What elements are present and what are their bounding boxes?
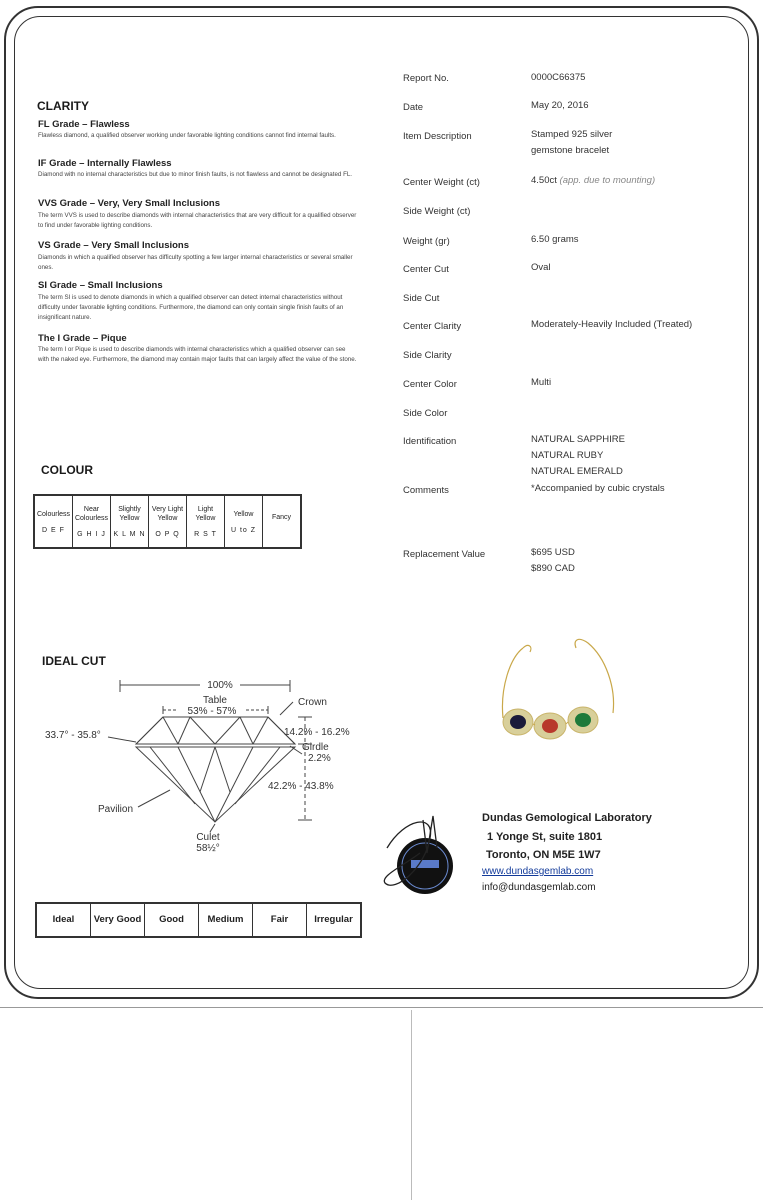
center-weight-value: 4.50ct bbox=[531, 175, 557, 186]
detail-label: Report No. bbox=[403, 73, 449, 84]
clarity-grade-text: The term SI is used to denote diamonds in which a qualified observer can detect internal characteristics without difficulty under favorable lighting conditions. Furthermore, the diamond can only contain single finish faults of an insignificant nature. bbox=[38, 294, 344, 321]
clarity-title: CLARITY bbox=[37, 99, 89, 113]
colour-label: Near Colourless bbox=[74, 506, 109, 522]
clarity-grade-heading: FL Grade – Flawless bbox=[38, 119, 130, 130]
colour-label: Fancy bbox=[271, 514, 292, 521]
colour-title: COLOUR bbox=[41, 463, 93, 477]
lab-email: info@dundasgemlab.com bbox=[482, 882, 596, 893]
detail-label: Center Cut bbox=[403, 264, 449, 275]
detail-label: Center Color bbox=[403, 379, 457, 390]
detail-value-line2: NATURAL RUBY bbox=[531, 450, 604, 461]
colour-grades: G H I J bbox=[77, 531, 106, 538]
detail-label: Center Clarity bbox=[403, 321, 462, 332]
detail-value: Moderately-Heavily Included (Treated) bbox=[531, 319, 693, 330]
clarity-grade-heading: VVS Grade – Very, Very Small Inclusions bbox=[38, 198, 220, 209]
colour-label: Colourless bbox=[36, 510, 71, 518]
colour-cell bbox=[34, 495, 73, 548]
cut-grade-cell: Fair bbox=[253, 903, 307, 937]
culet-label: Culet bbox=[196, 832, 220, 843]
colour-cell bbox=[263, 495, 302, 548]
pavilion-label: Pavilion bbox=[98, 804, 134, 815]
cut-grade-cell: Very Good bbox=[91, 903, 145, 937]
clarity-grade-text: Diamond with no internal characteristics but due to minor finish faults, is not flawless and cannot be designated FL. bbox=[38, 171, 353, 178]
table-percent: 53% - 57% bbox=[187, 706, 237, 717]
detail-label: Side Cut bbox=[403, 293, 440, 304]
detail-value-line2: gemstone bracelet bbox=[531, 145, 610, 156]
clarity-grade-heading: SI Grade – Small Inclusions bbox=[38, 280, 163, 291]
detail-label: Item Description bbox=[403, 131, 472, 142]
detail-value: $695 USD bbox=[531, 547, 575, 558]
crown-angle: 33.7° - 35.8° bbox=[45, 730, 101, 741]
colour-label: Light Yellow bbox=[195, 506, 216, 522]
cut-grade-cell: Good bbox=[145, 903, 199, 937]
colour-scale-table bbox=[33, 494, 302, 549]
detail-label: Side Color bbox=[403, 408, 448, 419]
ideal-cut-title: IDEAL CUT bbox=[42, 654, 106, 668]
diamond-cut-diagram bbox=[40, 672, 370, 862]
detail-label: Identification bbox=[403, 436, 457, 447]
detail-label: Side Clarity bbox=[403, 350, 452, 361]
pavilion-depth: 42.2% - 43.8% bbox=[268, 781, 334, 792]
lab-website-link[interactable]: www.dundasgemlab.com bbox=[482, 866, 594, 877]
lab-seal bbox=[375, 808, 485, 908]
cut-grade-cell: Medium bbox=[199, 903, 253, 937]
colour-cell bbox=[187, 495, 225, 548]
colour-grades: R S T bbox=[194, 531, 217, 538]
culet-value: 58½° bbox=[196, 843, 220, 854]
detail-value bbox=[531, 173, 655, 189]
clarity-grade-heading: IF Grade – Internally Flawless bbox=[38, 158, 172, 169]
detail-label: Weight (gr) bbox=[403, 236, 450, 247]
cut-grade-cell: Irregular bbox=[307, 903, 362, 937]
colour-label: Slightly Yellow bbox=[118, 506, 141, 522]
colour-cell bbox=[225, 495, 263, 548]
detail-value: Stamped 925 silver bbox=[531, 129, 613, 140]
detail-value: Multi bbox=[531, 377, 552, 388]
width-label: 100% bbox=[207, 680, 233, 691]
clarity-grade-text: Flawless diamond, a qualified observer working under favorable lighting conditions cannot find internal faults. bbox=[38, 132, 336, 139]
cut-grade-cell: Ideal bbox=[36, 903, 91, 937]
colour-cell bbox=[111, 495, 149, 548]
lab-address-line1: 1 Yonge St, suite 1801 bbox=[487, 831, 603, 843]
colour-grades: D E F bbox=[42, 526, 65, 534]
detail-value-line2: $890 CAD bbox=[531, 563, 575, 574]
detail-value: *Accompanied by cubic crystals bbox=[531, 483, 665, 494]
colour-grades: K L M N bbox=[113, 531, 146, 538]
girdle-percent: 2.2% bbox=[308, 753, 331, 764]
detail-value: NATURAL SAPPHIRE bbox=[531, 434, 625, 445]
detail-value-line3: NATURAL EMERALD bbox=[531, 466, 623, 477]
center-weight-note: (app. due to mounting) bbox=[559, 175, 656, 186]
detail-value: 6.50 grams bbox=[531, 234, 579, 245]
page-edge bbox=[0, 1007, 763, 1008]
page-fold bbox=[411, 1010, 412, 1200]
crown-label: Crown bbox=[298, 697, 327, 708]
clarity-grade-text: The term I or Pique is used to describe diamonds with internal characteristics which a qualified observer can see with the naked eye. Furthermore, the diamond may contain major faults that can largely affect the value of the stone. bbox=[38, 346, 357, 363]
detail-label: Comments bbox=[403, 485, 449, 496]
colour-grades: O P Q bbox=[155, 531, 180, 538]
detail-label: Replacement Value bbox=[403, 549, 486, 560]
lab-address-line2: Toronto, ON M5E 1W7 bbox=[486, 849, 601, 861]
colour-label: Yellow bbox=[233, 510, 254, 518]
lab-name: Dundas Gemological Laboratory bbox=[482, 812, 652, 824]
bracelet-photo bbox=[488, 628, 628, 748]
colour-grades: U to Z bbox=[230, 526, 257, 534]
cut-grade-table bbox=[35, 902, 362, 938]
clarity-grade-text: The term VVS is used to describe diamonds with internal characteristics that are very difficult for a qualified observer to find under favorable lighting conditions. bbox=[38, 212, 357, 229]
colour-cell bbox=[149, 495, 187, 548]
clarity-grade-heading: The I Grade – Pique bbox=[38, 333, 127, 344]
detail-value: 0000C66375 bbox=[531, 72, 586, 83]
colour-cell bbox=[73, 495, 111, 548]
table-label: Table bbox=[203, 695, 227, 706]
detail-label: Center Weight (ct) bbox=[403, 177, 480, 188]
clarity-grade-heading: VS Grade – Very Small Inclusions bbox=[38, 240, 190, 251]
crown-height: 14.2% - 16.2% bbox=[284, 727, 350, 738]
detail-label: Date bbox=[403, 102, 424, 113]
colour-label: Very Light Yellow bbox=[151, 506, 184, 522]
detail-label: Side Weight (ct) bbox=[403, 206, 471, 217]
detail-value: May 20, 2016 bbox=[531, 100, 589, 111]
girdle-label: Girdle bbox=[302, 742, 329, 753]
clarity-grade-text: Diamonds in which a qualified observer has difficulty spotting a few larger internal characteristics or several smaller ones. bbox=[38, 254, 353, 271]
detail-value: Oval bbox=[531, 262, 551, 273]
